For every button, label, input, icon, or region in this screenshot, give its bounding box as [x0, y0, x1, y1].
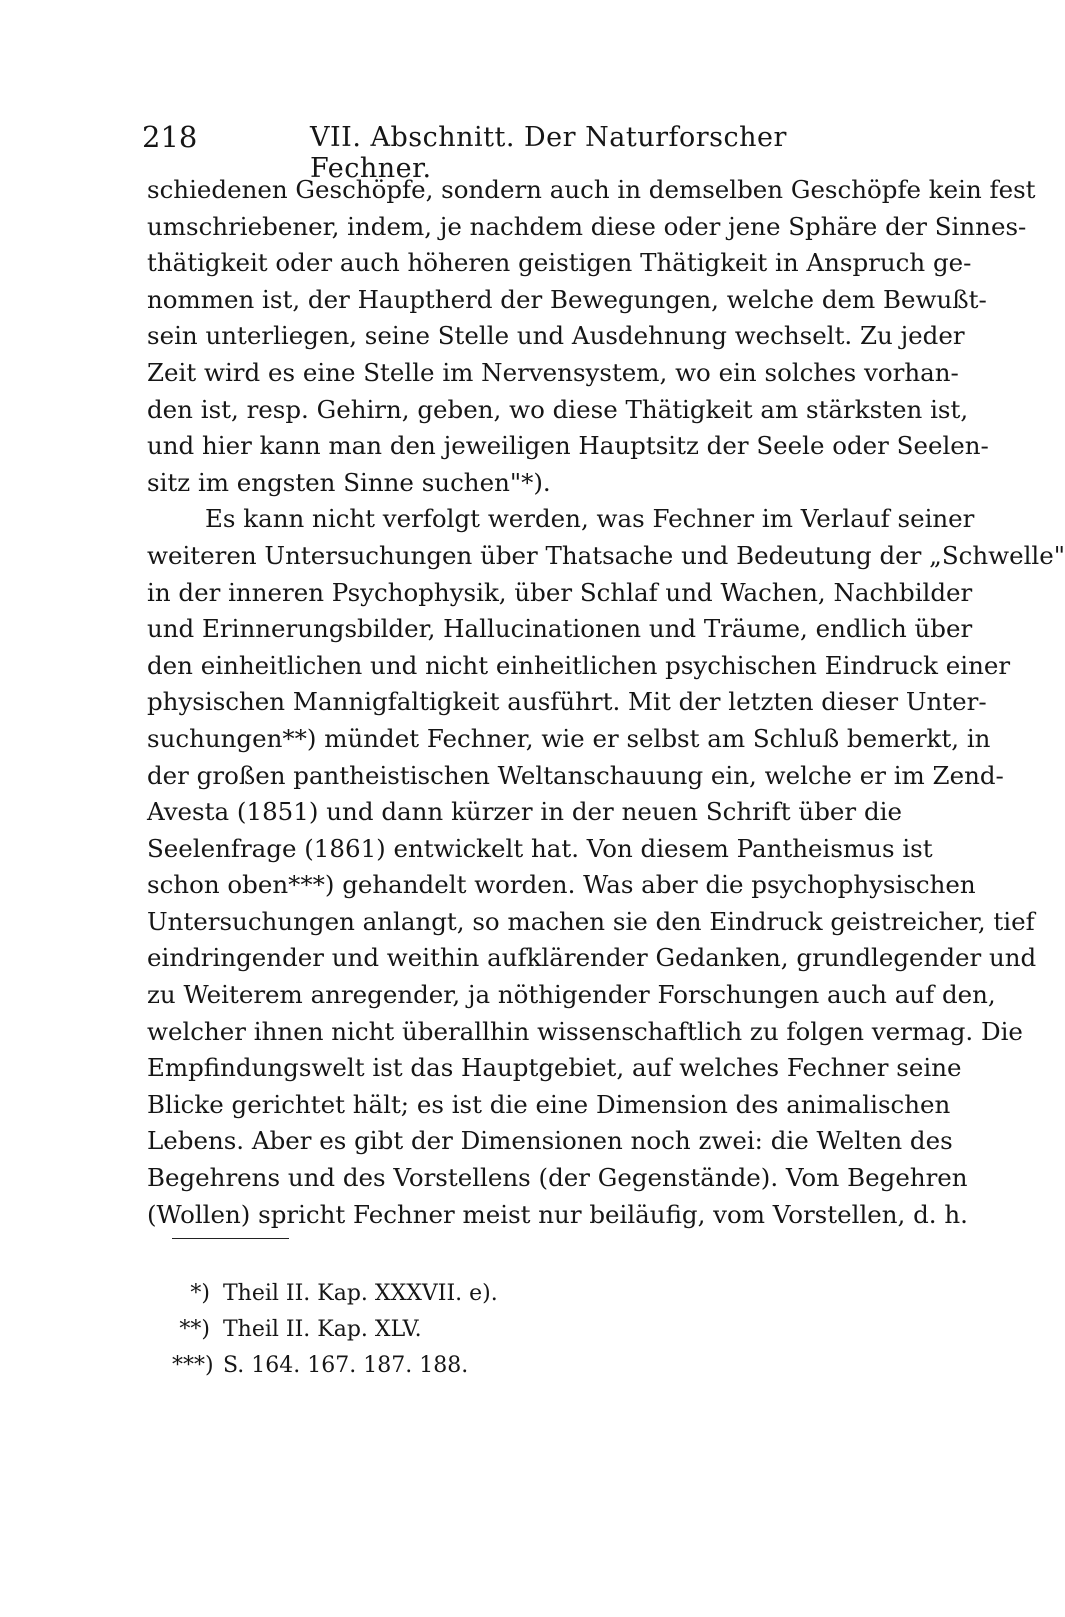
footnote-mark: **) [179, 1317, 210, 1342]
footnote-mark: *) [190, 1281, 210, 1306]
footnote-mark: ***) [172, 1353, 214, 1378]
text-line: und hier kann man den jeweiligen Hauptsitz der Seele oder Seelen- [147, 431, 989, 461]
text-line: weiteren Untersuchungen über Thatsache und Bedeutung der „Schwelle" [147, 540, 1065, 570]
text-line: Blicke gerichtet hält; es ist die eine Dimension des animalischen [147, 1089, 951, 1119]
text-line: sitz im engsten Sinne suchen"*). [147, 467, 551, 497]
footnote-separator [172, 1238, 289, 1239]
footnote [172, 1276, 572, 1312]
text-line: umschriebener, indem, je nachdem diese oder jene Sphäre der Sinnes- [147, 211, 1027, 241]
footnote [172, 1312, 572, 1348]
footnote-text: S. 164. 167. 187. 188. [223, 1353, 469, 1378]
text-line: zu Weiterem anregender, ja nöthigender Forschungen auch auf den, [147, 980, 996, 1010]
text-line: welcher ihnen nicht überallhin wissenschaftlich zu folgen vermag. Die [147, 1016, 1023, 1046]
text-line: Seelenfrage (1861) entwickelt hat. Von diesem Pantheismus ist [147, 833, 933, 863]
footnote-text: Theil II. Kap. XXXVII. e). [223, 1281, 498, 1306]
text-line: Untersuchungen anlangt, so machen sie den Eindruck geistreicher, tief [147, 906, 1035, 936]
text-line: Zeit wird es eine Stelle im Nervensystem, wo ein solches vorhan- [147, 357, 959, 387]
text-line: und Erinnerungsbilder, Hallucinationen und Träume, endlich über [147, 614, 973, 644]
text-line: thätigkeit oder auch höheren geistigen Thätigkeit in Anspruch ge- [147, 248, 972, 278]
text-line: physischen Mannigfaltigkeit ausführt. Mit der letzten dieser Unter- [147, 687, 987, 717]
footnote-text: Theil II. Kap. XLV. [223, 1317, 422, 1342]
text-line: schon oben***) gehandelt worden. Was aber die psychophysischen [147, 870, 976, 900]
text-line: den einheitlichen und nicht einheitlichen psychischen Eindruck einer [147, 650, 1011, 680]
running-title: VII. Abschnitt. Der Naturforscher Fechner. [310, 122, 787, 184]
paragraph-start-line: Es kann nicht verfolgt werden, was Fechner im Verlauf seiner [205, 504, 975, 534]
footnote [172, 1348, 572, 1384]
body-text [147, 172, 1065, 1233]
page-header [142, 120, 902, 184]
text-line: Avesta (1851) und dann kürzer in der neuen Schrift über die [147, 797, 902, 827]
footnotes [172, 1276, 572, 1384]
text-line: in der inneren Psychophysik, über Schlaf und Wachen, Nachbilder [147, 577, 973, 607]
text-line: sein unterliegen, seine Stelle und Ausdehnung wechselt. Zu jeder [147, 321, 965, 351]
text-line: eindringender und weithin aufklärender Gedanken, grundlegender und [147, 943, 1037, 973]
text-line: der großen pantheistischen Weltanschauung ein, welche er im Zend- [147, 760, 1004, 790]
text-line: schiedenen Geschöpfe, sondern auch in demselben Geschöpfe kein fest [147, 175, 1036, 204]
text-line: Begehrens und des Vorstellens (der Gegenstände). Vom Begehren [147, 1163, 968, 1193]
text-line: Lebens. Aber es gibt der Dimensionen noch zwei: die Welten des [147, 1126, 953, 1156]
text-line: den ist, resp. Gehirn, geben, wo diese Thätigkeit am stärksten ist, [147, 394, 969, 424]
text-line: nommen ist, der Hauptherd der Bewegungen, welche dem Bewußt- [147, 284, 987, 314]
text-line: Empfindungswelt ist das Hauptgebiet, auf welches Fechner seine [147, 1053, 962, 1083]
text-line: suchungen**) mündet Fechner, wie er selbst am Schluß bemerkt, in [147, 723, 991, 753]
text-line: (Wollen) spricht Fechner meist nur beiläufig, vom Vorstellen, d. h. [147, 1199, 968, 1229]
page-number: 218 [142, 120, 198, 154]
